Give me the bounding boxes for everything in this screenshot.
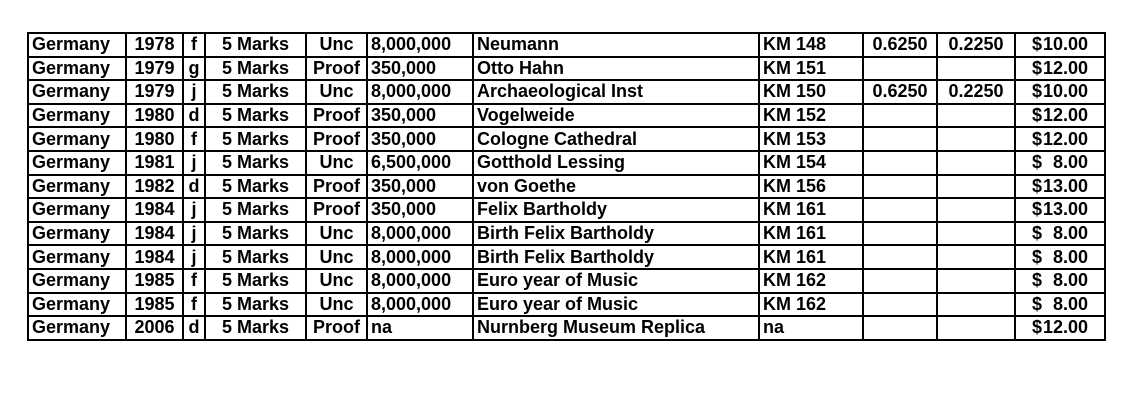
- denomination-cell: 5 Marks: [205, 293, 306, 317]
- year-cell: 1978: [126, 33, 183, 57]
- mint-mark-cell: d: [183, 104, 205, 128]
- silver-content-cell: [937, 151, 1015, 175]
- mintage-cell: 350,000: [367, 175, 473, 199]
- km-number-cell: KM 150: [759, 80, 863, 104]
- currency-symbol: $: [1031, 152, 1042, 173]
- country-cell: Germany: [28, 316, 126, 340]
- country-cell: Germany: [28, 269, 126, 293]
- value-cell: [1015, 316, 1105, 340]
- mint-mark-cell: f: [183, 293, 205, 317]
- km-number-cell: KM 156: [759, 175, 863, 199]
- table-row: [28, 198, 1105, 222]
- km-number-cell: KM 153: [759, 127, 863, 151]
- value-cell: [1015, 57, 1105, 81]
- subject-cell: Gotthold Lessing: [473, 151, 759, 175]
- denomination-cell: 5 Marks: [205, 198, 306, 222]
- value-amount: 8.00: [1052, 223, 1088, 244]
- weight-cell: [863, 175, 937, 199]
- year-cell: 1984: [126, 245, 183, 269]
- year-cell: 1980: [126, 104, 183, 128]
- table-row: [28, 151, 1105, 175]
- subject-cell: von Goethe: [473, 175, 759, 199]
- mint-mark-cell: f: [183, 269, 205, 293]
- value-amount: 12.00: [1042, 317, 1088, 338]
- km-number-cell: KM 162: [759, 269, 863, 293]
- year-cell: 1980: [126, 127, 183, 151]
- km-number-cell: na: [759, 316, 863, 340]
- value-amount: 13.00: [1042, 175, 1088, 196]
- currency-symbol: $: [1031, 293, 1042, 314]
- currency-symbol: $: [1031, 270, 1042, 291]
- mint-mark-cell: g: [183, 57, 205, 81]
- value-amount: 8.00: [1052, 293, 1088, 314]
- subject-cell: Archaeological Inst: [473, 80, 759, 104]
- year-cell: 1985: [126, 293, 183, 317]
- denomination-cell: 5 Marks: [205, 222, 306, 246]
- value-cell: [1015, 245, 1105, 269]
- denomination-cell: 5 Marks: [205, 127, 306, 151]
- grade-cell: Unc: [306, 269, 367, 293]
- silver-content-cell: [937, 222, 1015, 246]
- value-cell: [1015, 127, 1105, 151]
- country-cell: Germany: [28, 245, 126, 269]
- weight-cell: 0.6250: [863, 80, 937, 104]
- subject-cell: Cologne Cathedral: [473, 127, 759, 151]
- silver-content-cell: [937, 104, 1015, 128]
- coin-table: [27, 32, 1106, 341]
- table-row: [28, 293, 1105, 317]
- currency-symbol: $: [1031, 128, 1042, 149]
- currency-symbol: $: [1031, 223, 1042, 244]
- weight-cell: [863, 104, 937, 128]
- silver-content-cell: [937, 293, 1015, 317]
- coin-table-body: [28, 33, 1105, 340]
- country-cell: Germany: [28, 151, 126, 175]
- silver-content-cell: [937, 198, 1015, 222]
- km-number-cell: KM 162: [759, 293, 863, 317]
- table-row: [28, 245, 1105, 269]
- subject-cell: Vogelweide: [473, 104, 759, 128]
- silver-content-cell: 0.2250: [937, 33, 1015, 57]
- year-cell: 2006: [126, 316, 183, 340]
- silver-content-cell: [937, 175, 1015, 199]
- silver-content-cell: 0.2250: [937, 80, 1015, 104]
- weight-cell: [863, 151, 937, 175]
- value-cell: [1015, 293, 1105, 317]
- mintage-cell: na: [367, 316, 473, 340]
- value-cell: [1015, 222, 1105, 246]
- denomination-cell: 5 Marks: [205, 80, 306, 104]
- table-row: [28, 33, 1105, 57]
- km-number-cell: KM 161: [759, 198, 863, 222]
- weight-cell: [863, 316, 937, 340]
- weight-cell: [863, 198, 937, 222]
- year-cell: 1981: [126, 151, 183, 175]
- denomination-cell: 5 Marks: [205, 316, 306, 340]
- mint-mark-cell: j: [183, 245, 205, 269]
- year-cell: 1984: [126, 222, 183, 246]
- currency-symbol: $: [1031, 34, 1042, 55]
- mintage-cell: 8,000,000: [367, 33, 473, 57]
- country-cell: Germany: [28, 293, 126, 317]
- subject-cell: Otto Hahn: [473, 57, 759, 81]
- country-cell: Germany: [28, 175, 126, 199]
- mintage-cell: 8,000,000: [367, 222, 473, 246]
- weight-cell: [863, 269, 937, 293]
- currency-symbol: $: [1031, 81, 1042, 102]
- table-row: [28, 222, 1105, 246]
- weight-cell: [863, 222, 937, 246]
- km-number-cell: KM 151: [759, 57, 863, 81]
- mint-mark-cell: f: [183, 33, 205, 57]
- mint-mark-cell: d: [183, 316, 205, 340]
- year-cell: 1984: [126, 198, 183, 222]
- subject-cell: Birth Felix Bartholdy: [473, 245, 759, 269]
- grade-cell: Proof: [306, 57, 367, 81]
- year-cell: 1982: [126, 175, 183, 199]
- value-cell: [1015, 151, 1105, 175]
- subject-cell: Euro year of Music: [473, 269, 759, 293]
- denomination-cell: 5 Marks: [205, 33, 306, 57]
- denomination-cell: 5 Marks: [205, 269, 306, 293]
- grade-cell: Unc: [306, 33, 367, 57]
- mintage-cell: 8,000,000: [367, 245, 473, 269]
- mint-mark-cell: j: [183, 151, 205, 175]
- mint-mark-cell: j: [183, 198, 205, 222]
- grade-cell: Unc: [306, 293, 367, 317]
- km-number-cell: KM 154: [759, 151, 863, 175]
- subject-cell: Neumann: [473, 33, 759, 57]
- silver-content-cell: [937, 269, 1015, 293]
- value-cell: [1015, 80, 1105, 104]
- mintage-cell: 350,000: [367, 198, 473, 222]
- grade-cell: Unc: [306, 222, 367, 246]
- value-cell: [1015, 269, 1105, 293]
- table-row: [28, 316, 1105, 340]
- table-row: [28, 104, 1105, 128]
- mintage-cell: 350,000: [367, 127, 473, 151]
- table-row: [28, 175, 1105, 199]
- denomination-cell: 5 Marks: [205, 175, 306, 199]
- mint-mark-cell: f: [183, 127, 205, 151]
- weight-cell: [863, 293, 937, 317]
- km-number-cell: KM 161: [759, 245, 863, 269]
- weight-cell: [863, 57, 937, 81]
- value-amount: 12.00: [1042, 57, 1088, 78]
- currency-symbol: $: [1031, 57, 1042, 78]
- subject-cell: Euro year of Music: [473, 293, 759, 317]
- country-cell: Germany: [28, 33, 126, 57]
- silver-content-cell: [937, 127, 1015, 151]
- subject-cell: Nurnberg Museum Replica: [473, 316, 759, 340]
- grade-cell: Unc: [306, 245, 367, 269]
- year-cell: 1979: [126, 80, 183, 104]
- table-row: [28, 269, 1105, 293]
- value-cell: [1015, 175, 1105, 199]
- currency-symbol: $: [1031, 199, 1042, 220]
- mintage-cell: 350,000: [367, 57, 473, 81]
- denomination-cell: 5 Marks: [205, 245, 306, 269]
- mint-mark-cell: j: [183, 222, 205, 246]
- country-cell: Germany: [28, 104, 126, 128]
- grade-cell: Proof: [306, 198, 367, 222]
- value-amount: 13.00: [1042, 199, 1088, 220]
- value-amount: 8.00: [1052, 246, 1088, 267]
- subject-cell: Felix Bartholdy: [473, 198, 759, 222]
- value-amount: 8.00: [1052, 270, 1088, 291]
- grade-cell: Proof: [306, 104, 367, 128]
- value-cell: [1015, 33, 1105, 57]
- silver-content-cell: [937, 57, 1015, 81]
- currency-symbol: $: [1031, 246, 1042, 267]
- mintage-cell: 350,000: [367, 104, 473, 128]
- country-cell: Germany: [28, 198, 126, 222]
- value-amount: 10.00: [1042, 81, 1088, 102]
- weight-cell: [863, 245, 937, 269]
- mintage-cell: 8,000,000: [367, 80, 473, 104]
- year-cell: 1979: [126, 57, 183, 81]
- mintage-cell: 8,000,000: [367, 293, 473, 317]
- km-number-cell: KM 152: [759, 104, 863, 128]
- weight-cell: [863, 127, 937, 151]
- km-number-cell: KM 161: [759, 222, 863, 246]
- table-row: [28, 57, 1105, 81]
- grade-cell: Proof: [306, 316, 367, 340]
- currency-symbol: $: [1031, 175, 1042, 196]
- currency-symbol: $: [1031, 317, 1042, 338]
- denomination-cell: 5 Marks: [205, 57, 306, 81]
- km-number-cell: KM 148: [759, 33, 863, 57]
- silver-content-cell: [937, 316, 1015, 340]
- table-row: [28, 80, 1105, 104]
- mintage-cell: 8,000,000: [367, 269, 473, 293]
- value-cell: [1015, 104, 1105, 128]
- country-cell: Germany: [28, 57, 126, 81]
- mint-mark-cell: j: [183, 80, 205, 104]
- mintage-cell: 6,500,000: [367, 151, 473, 175]
- value-amount: 12.00: [1042, 128, 1088, 149]
- mint-mark-cell: d: [183, 175, 205, 199]
- grade-cell: Proof: [306, 127, 367, 151]
- table-row: [28, 127, 1105, 151]
- subject-cell: Birth Felix Bartholdy: [473, 222, 759, 246]
- denomination-cell: 5 Marks: [205, 151, 306, 175]
- grade-cell: Proof: [306, 175, 367, 199]
- country-cell: Germany: [28, 222, 126, 246]
- value-amount: 12.00: [1042, 105, 1088, 126]
- denomination-cell: 5 Marks: [205, 104, 306, 128]
- year-cell: 1985: [126, 269, 183, 293]
- silver-content-cell: [937, 245, 1015, 269]
- grade-cell: Unc: [306, 80, 367, 104]
- currency-symbol: $: [1031, 105, 1042, 126]
- value-cell: [1015, 198, 1105, 222]
- country-cell: Germany: [28, 80, 126, 104]
- country-cell: Germany: [28, 127, 126, 151]
- weight-cell: 0.6250: [863, 33, 937, 57]
- value-amount: 10.00: [1042, 34, 1088, 55]
- value-amount: 8.00: [1052, 152, 1088, 173]
- grade-cell: Unc: [306, 151, 367, 175]
